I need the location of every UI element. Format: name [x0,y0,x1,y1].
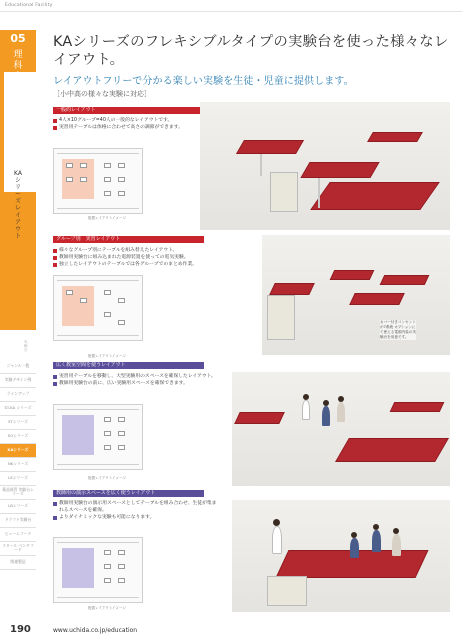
photo-desk [269,283,315,295]
photo-person [272,526,282,554]
page-subnote: ［小中高の様々な実験に対応］ [53,90,151,98]
photo-person [337,402,345,422]
plan-table [104,163,111,168]
nav-item[interactable]: 実験デザイン例 [0,374,36,388]
photo-person-head [373,524,379,530]
nav-item[interactable]: LBシリーズ [0,500,36,514]
plan-caption: 配置レイアウトイメージ [88,216,126,220]
bullet-text: 教師用実験台の演示用スペースとしてテーブルを組み合わせ、生徒が集まれるスペースを確保。 [59,501,217,513]
bullet-marker [53,263,57,267]
bullet-marker [53,119,57,123]
nav-item[interactable]: NKシリーズ [0,458,36,472]
chapter-category: 理科 [13,50,23,71]
photo-desk [310,182,440,210]
photo-desk [236,140,304,154]
header-rule [0,11,462,12]
photo-caption: カバー付きコンセントが7系統 オプションにて使える電源内装の実験台を用意です。 [380,320,416,339]
chapter-number: 05 [10,32,26,45]
photo-desk [330,270,375,280]
plan-wall [57,335,139,336]
plan-table [104,290,111,295]
photo-layout-group [262,235,450,355]
floor-plan [53,537,143,603]
plan-wall [57,280,139,281]
plan-wall [57,464,139,465]
nav-item[interactable]: ヒュームフード [0,528,36,542]
bullet-text: 4人×10グループ=40人の一般的なレイアウトです。 [59,118,173,123]
photo-desk [349,293,405,305]
section-heading: グループ別 実習レイアウト [53,236,204,243]
nav-item[interactable]: STシリーズ [0,416,36,430]
plan-table [118,191,125,196]
plan-table [118,177,125,182]
plan-zone [62,548,94,588]
plan-zone [62,415,94,455]
plan-table [118,578,125,583]
plan-caption: 配置レイアウトイメージ [88,476,126,480]
section-heading: 広く教室空間を使うレイアウト [53,362,204,369]
plan-table [80,177,87,182]
nav-item[interactable]: SOシリーズ [0,430,36,444]
bullet-text: 様々なグループ別にテーブルを組み替えたレイアウト。 [59,248,178,253]
floor-plan [53,275,143,341]
photo-person-head [303,394,309,400]
photo-sink-unit [270,172,298,212]
nav-item[interactable]: ST-KA シリーズ [0,402,36,416]
bullet-marker [53,382,57,386]
bullet-marker [53,502,57,506]
plan-table [118,320,125,325]
footer-url[interactable]: www.uchida.co.jp/education [53,627,138,634]
nav-item[interactable]: スタール ベンチフード [0,542,36,556]
plan-wall [57,597,139,598]
bullet-text: 実習用テーブルを移動し、大型実験用のスペースを確保したレイアウト。 [59,374,216,379]
bullet-text: よりダイナミックな実験も可能になります。 [59,515,155,520]
photo-layout-demo-space [232,500,450,612]
plan-table [104,177,111,182]
plan-table [104,417,111,422]
photo-desk [234,412,285,424]
photo-person [350,538,359,558]
header-label: Educational Facility [5,3,53,8]
plan-wall [57,208,139,209]
bullet-marker [53,516,57,520]
plan-table [104,564,111,569]
section-bullets [53,247,293,268]
photo-person-head [338,396,344,402]
photo-desk-leg [260,154,262,176]
photo-person-head [273,519,280,526]
nav-item[interactable]: LEシリーズ [0,472,36,486]
sidebar-vertical-title: KAシリーズレイアウト [14,170,22,240]
plan-table [118,445,125,450]
floor-plan [53,148,143,214]
bullet-marker [53,249,57,253]
nav-item[interactable]: 関連製品 [0,556,36,570]
photo-layout-general [200,102,450,230]
bullet-marker [53,126,57,130]
plan-table [80,298,87,303]
bullet-marker [53,375,57,379]
page-subtitle: レイアウトフリーで分かる楽しい実験を生徒・児童に提供します。 [53,76,354,87]
bullet-item [53,254,293,261]
page-number: 190 [10,624,31,635]
plan-table [118,431,125,436]
plan-wall [57,542,139,543]
nav-item[interactable]: 薬品保管 実験台シリーズ [0,486,36,500]
photo-person-head [393,528,399,534]
bullet-item [53,247,293,254]
photo-desk [390,402,445,412]
plan-table [104,191,111,196]
photo-desk [335,438,449,462]
plan-table [104,431,111,436]
photo-person [302,400,310,420]
plan-caption: 配置レイアウトイメージ [88,354,126,358]
nav-item-active[interactable]: KAシリーズ [0,444,36,458]
photo-desk [380,275,430,285]
photo-desk-leg [318,178,320,208]
section-heading: 教師用の演示スペースを広く使うレイアウト [53,490,204,497]
photo-desk [300,162,379,178]
bullet-text: 独立したレイアウトのテーブルでは各グループでのまとめ作業。 [59,262,198,267]
photo-person-head [323,400,329,406]
photo-person [392,534,401,556]
photo-person-head [351,532,357,538]
nav-item[interactable]: ドラフト実験台 [0,514,36,528]
photo-person [322,406,330,426]
photo-sink-unit [267,576,307,606]
bullet-item [53,261,293,268]
plan-table [66,290,73,295]
plan-table [118,298,125,303]
plan-table [104,445,111,450]
bullet-marker [53,256,57,260]
plan-table [118,417,125,422]
plan-table [118,564,125,569]
photo-layout-wide-space [232,372,450,486]
nav-item[interactable]: ジャンル一覧 [0,360,36,374]
photo-sink-unit [267,295,295,340]
page-title: KAシリーズのフレキシブルタイプの実験台を使った様々なレイアウト。 [53,34,449,68]
section-heading: 一般的レイアウト [53,107,204,114]
sidebar [0,30,40,596]
plan-table [118,550,125,555]
plan-table [104,312,111,317]
nav-item[interactable]: ラインアップ [0,388,36,402]
plan-caption: 配置レイアウトイメージ [88,606,126,610]
floor-plan [53,404,143,470]
sidebar-nav [0,360,36,570]
plan-table [66,163,73,168]
bullet-text: 教師用実験台に組み込まれた電源装置を使っての電気実験。 [59,255,189,260]
plan-table [104,550,111,555]
plan-table [80,163,87,168]
plan-wall [57,409,139,410]
photo-person [372,530,381,552]
photo-desk [367,132,423,142]
bullet-text: 実習用テーブルは体格に合わせて高さの調節ができます。 [59,125,183,130]
plan-table [104,578,111,583]
sidebar-small-label: 実験台 [24,340,28,352]
plan-table [118,163,125,168]
plan-wall [57,153,139,154]
plan-table [66,177,73,182]
bullet-text: 教師用実験台の前に、広い実験用スペースを確保できます。 [59,381,188,386]
